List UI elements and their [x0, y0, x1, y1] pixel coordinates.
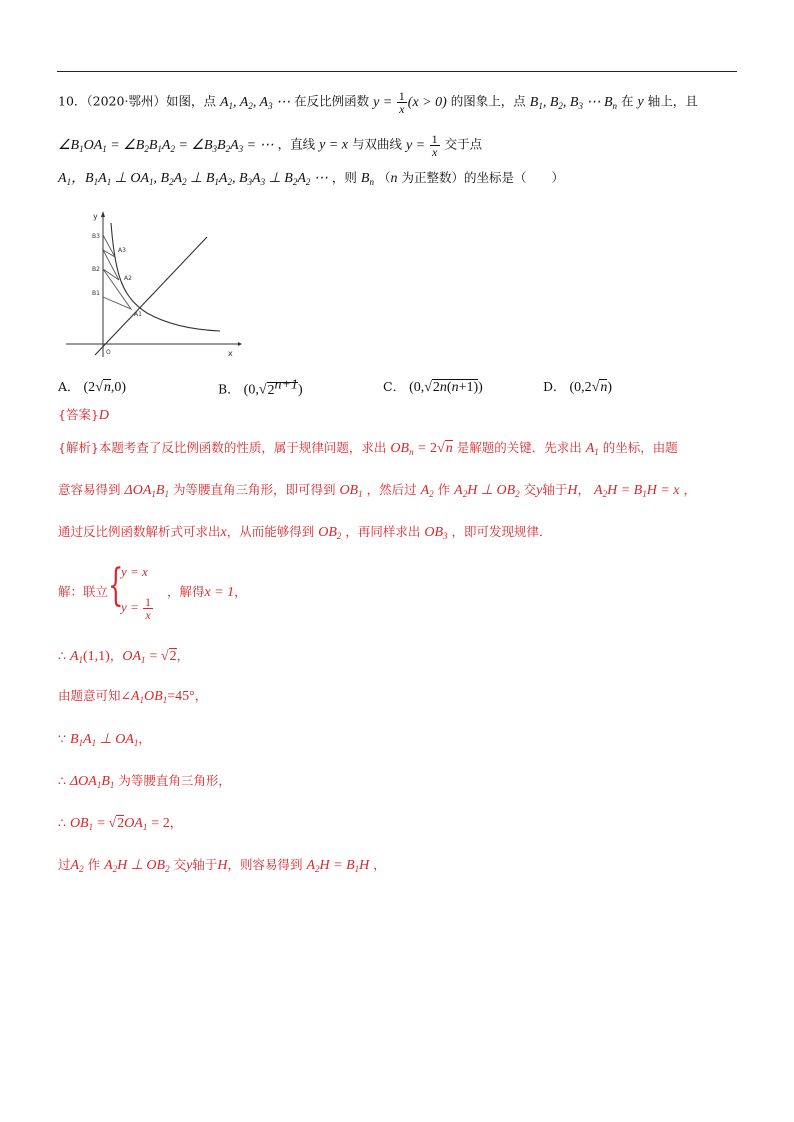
y-axis-arrow: [101, 211, 105, 217]
label-b3: B3: [92, 233, 100, 240]
answer-line: {答案}D: [58, 407, 110, 423]
perp-chain: $A_1$，$B_1A_1$ ⊥ $OA_1$, $B_2A_2$ ⊥ $B_1A_2$, $B_3A_3$ ⊥ $B_2A_2$ ⋯: [58, 171, 328, 187]
system-eq-2: y = $\frac{1}{x}$: [121, 595, 152, 622]
problem-line-3: $A_1$，$B_1A_1$ ⊥ $OA_1$, $B_2A_2$ ⊥ $B_1A_2$, $B_3A_3$ ⊥ $B_2A_2$ ⋯ ，则 $B_n$ （n 为正整数）的坐标是（ ）: [58, 170, 564, 187]
label-y-axis: y: [93, 212, 98, 221]
option-d[interactable]: D． (0,2√n): [543, 379, 613, 395]
label-a3: A3: [118, 247, 126, 254]
option-c[interactable]: C． (0,√2n(n+1)): [383, 379, 483, 395]
label-b2: B2: [92, 266, 100, 273]
top-rule: [57, 71, 737, 72]
system-eq-1: y = x: [121, 564, 148, 579]
solution-line-1-tail: ，解得x = 1，: [167, 584, 247, 600]
analysis-line-2: 意容易得到 $\Delta OA_1B_1$ 为等腰直角三角形，即可得到 $OB_1$ ，然后过 $A_2$ 作 $A_2H$ ⊥ $OB_2$ 交y轴于H， $A_2H = B_1H = x$ ，: [58, 482, 696, 499]
solution-line-4: ∵ $B_1A_1$ ⊥ $OA_1$，: [58, 731, 151, 748]
analysis-line-1: {解析}本题考查了反比例函数的性质，属于规律问题，求出 $OB_n = 2√n$ 是解题的关键．先求出 $A_1$ 的坐标，由题: [58, 440, 678, 457]
solution-line-3: 由题意可知$\angle A_1OB_1=45^\circ$，: [58, 688, 208, 705]
solution-line-1: 解：联立: [58, 584, 109, 599]
problem-figure: [62, 205, 242, 360]
solution-line-2: ∴ $A_1(1,1)$，$OA_1 = √2$，: [58, 648, 190, 665]
analysis-line-3: 通过反比例函数解析式可求出x，从而能够得到 $OB_2$ ，再同样求出 $OB_3$ ，即可发现规律．: [58, 524, 552, 541]
label-a2: A2: [124, 275, 132, 282]
label-a1: A1: [134, 311, 142, 318]
solution-line-7: 过$A_2$ 作 $A_2H$ ⊥ $OB_2$ 交y轴于H，则容易得到 $A_2H = B_1H$ ，: [58, 857, 386, 874]
angle-chain: $\angle B_1OA_1$ = $\angle B_2B_1A_2$ = $\angle B_3B_2A_3$ = ⋯: [58, 137, 274, 154]
option-b[interactable]: B． $(0,√2^{n+1})$: [218, 377, 303, 398]
system-brace: {: [108, 560, 124, 611]
x-axis-arrow: [238, 342, 242, 346]
option-a[interactable]: A． (2√n,0): [58, 379, 127, 395]
label-x-axis: x: [228, 349, 233, 358]
problem-line-2: $\angle B_1OA_1$ = $\angle B_2B_1A_2$ = $\angle B_3B_2A_3$ = ⋯ ，直线 y = x 与双曲线 y = $\frac{1}{x}$ 交于点: [58, 132, 483, 159]
label-origin: O: [106, 349, 111, 356]
points-a-list: $A_1$, $A_2$, $A_3$ ⋯: [219, 94, 291, 111]
label-b1: B1: [92, 290, 100, 297]
points-b-list: $B_1$, $B_2$, $B_3$ ⋯ $B_n$: [529, 94, 618, 111]
function-expr: y = $\frac{1}{x}$ (x > 0): [373, 89, 447, 116]
solution-line-6: ∴ $OB_1 = √2OA_1 = 2$，: [58, 815, 183, 832]
zigzag-segments: [103, 235, 131, 309]
solution-line-5: ∴ $\Delta OA_1B_1$ 为等腰直角三角形，: [58, 773, 231, 790]
problem-line-1: 10．（2020·鄂州）如图，点 $A_1$, $A_2$, $A_3$ ⋯ 在反比例函数 y = $\frac{1}{x}$ (x > 0) 的图象上，点 $B_1$, $B_2$, $B_3$ ⋯ $B_n$ 在 y 轴上，且: [58, 89, 698, 116]
